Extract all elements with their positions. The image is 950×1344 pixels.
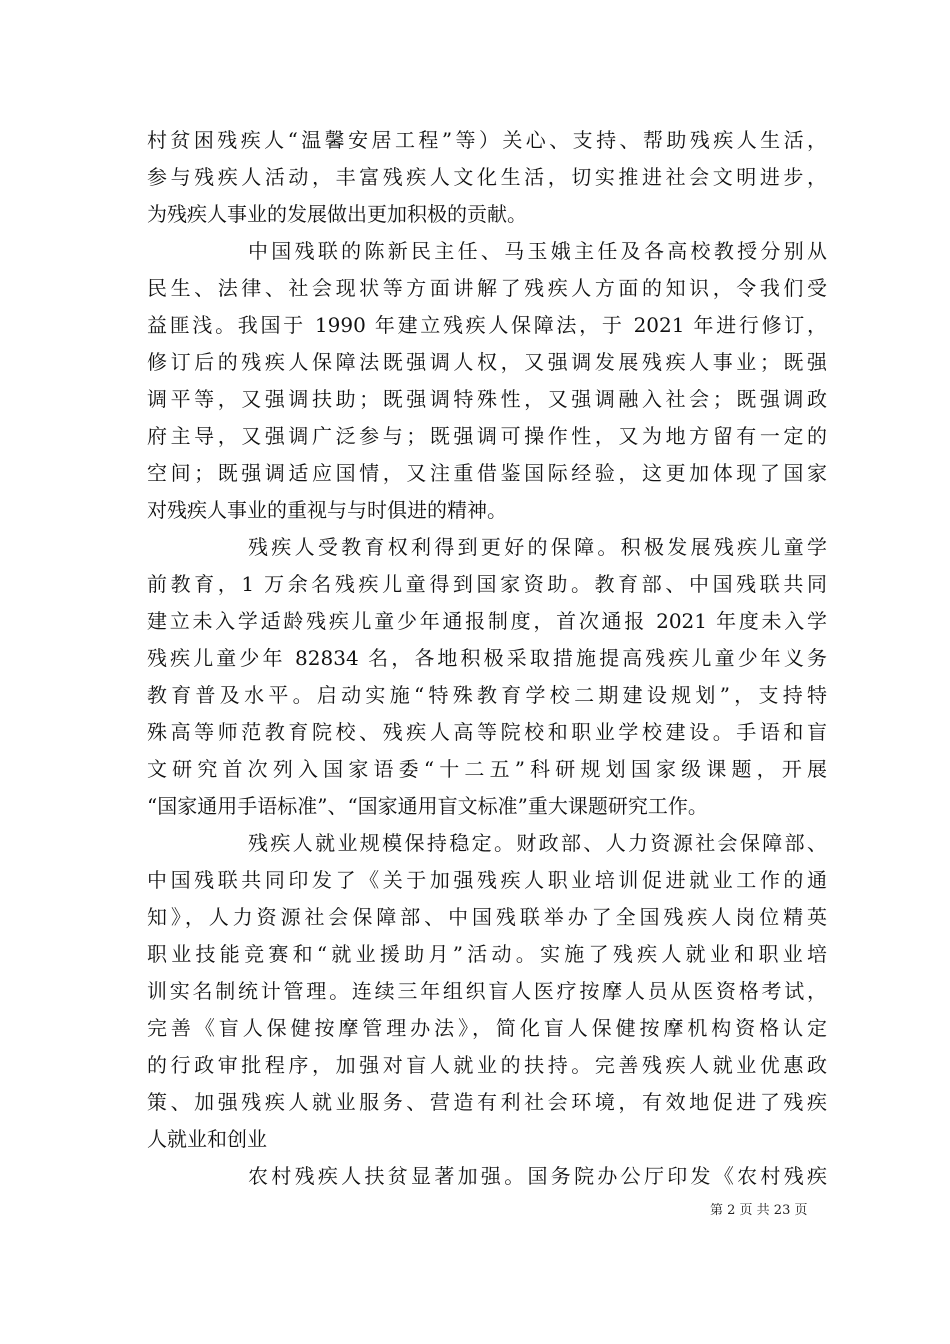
paragraph-3-line-6: 殊高等师范教育院校、残疾人高等院校和职业学校建设。手语和盲 [147,720,827,744]
paragraph-3-line-2: 前教育，1 万余名残疾儿童得到国家资助。教育部、中国残联共同 [147,572,827,596]
page-number: 第 2 页 共 23 页 [710,1203,808,1218]
paragraph-3-line-5: 教育普及水平。启动实施“特殊教育学校二期建设规划”，支持特 [147,683,827,707]
paragraph-4-line-4: 职业技能竞赛和“就业援助月”活动。实施了残疾人就业和职业培 [147,942,827,966]
paragraph-2-line-1: 中国残联的陈新民主任、马玉娥主任及各高校教授分别从 [248,239,827,263]
paragraph-1-line-1: 村贫困残疾人“温馨安居工程”等）关心、支持、帮助残疾人生活， [147,128,827,152]
paragraph-3-line-4: 残疾儿童少年 82834 名，各地积极采取措施提高残疾儿童少年义务 [147,646,827,670]
paragraph-4-line-1: 残疾人就业规模保持稳定。财政部、人力资源社会保障部、 [248,831,827,855]
paragraph-1-line-3: 为残疾人事业的发展做出更加积极的贡献。 [147,202,527,226]
paragraph-4-line-8: 策、加强残疾人就业服务、营造有利社会环境，有效地促进了残疾 [147,1090,827,1114]
paragraph-3-line-1: 残疾人受教育权利得到更好的保障。积极发展残疾儿童学 [248,535,827,559]
paragraph-4-line-7: 的行政审批程序，加强对盲人就业的扶持。完善残疾人就业优惠政 [147,1053,827,1077]
paragraph-1-line-2: 参与残疾人活动，丰富残疾人文化生活，切实推进社会文明进步， [147,165,827,189]
paragraph-3-line-7: 文研究首次列入国家语委“十二五”科研规划国家级课题，开展 [147,757,827,781]
paragraph-3-line-3: 建立未入学适龄残疾儿童少年通报制度，首次通报 2021 年度未入学 [147,609,827,633]
paragraph-2-line-6: 府主导，又强调广泛参与；既强调可操作性，又为地方留有一定的 [147,424,827,448]
paragraph-3-line-8: “国家通用手语标准”、“国家通用盲文标准”重大课题研究工作。 [147,794,708,818]
paragraph-2-line-8: 对残疾人事业的重视与与时俱进的精神。 [147,498,507,522]
paragraph-4-line-9: 人就业和创业 [147,1127,267,1151]
paragraph-2-line-3: 益匪浅。我国于 1990 年建立残疾人保障法，于 2021 年进行修订， [147,313,827,337]
paragraph-2-line-2: 民生、法律、社会现状等方面讲解了残疾人方面的知识，令我们受 [147,276,827,300]
paragraph-2-line-7: 空间；既强调适应国情，又注重借鉴国际经验，这更加体现了国家 [147,461,827,485]
paragraph-2-line-4: 修订后的残疾人保障法既强调人权，又强调发展残疾人事业；既强 [147,350,827,374]
paragraph-4-line-5: 训实名制统计管理。连续三年组织盲人医疗按摩人员从医资格考试， [147,979,827,1003]
paragraph-4-line-3: 知》，人力资源社会保障部、中国残联举办了全国残疾人岗位精英 [147,905,827,929]
paragraph-2-line-5: 调平等，又强调扶助；既强调特殊性，又强调融入社会；既强调政 [147,387,827,411]
paragraph-4-line-6: 完善《盲人保健按摩管理办法》，简化盲人保健按摩机构资格认定 [147,1016,827,1040]
paragraph-5-line-1: 农村残疾人扶贫显著加强。国务院办公厅印发《农村残疾 [248,1164,827,1188]
paragraph-4-line-2: 中国残联共同印发了《关于加强残疾人职业培训促进就业工作的通 [147,868,827,892]
